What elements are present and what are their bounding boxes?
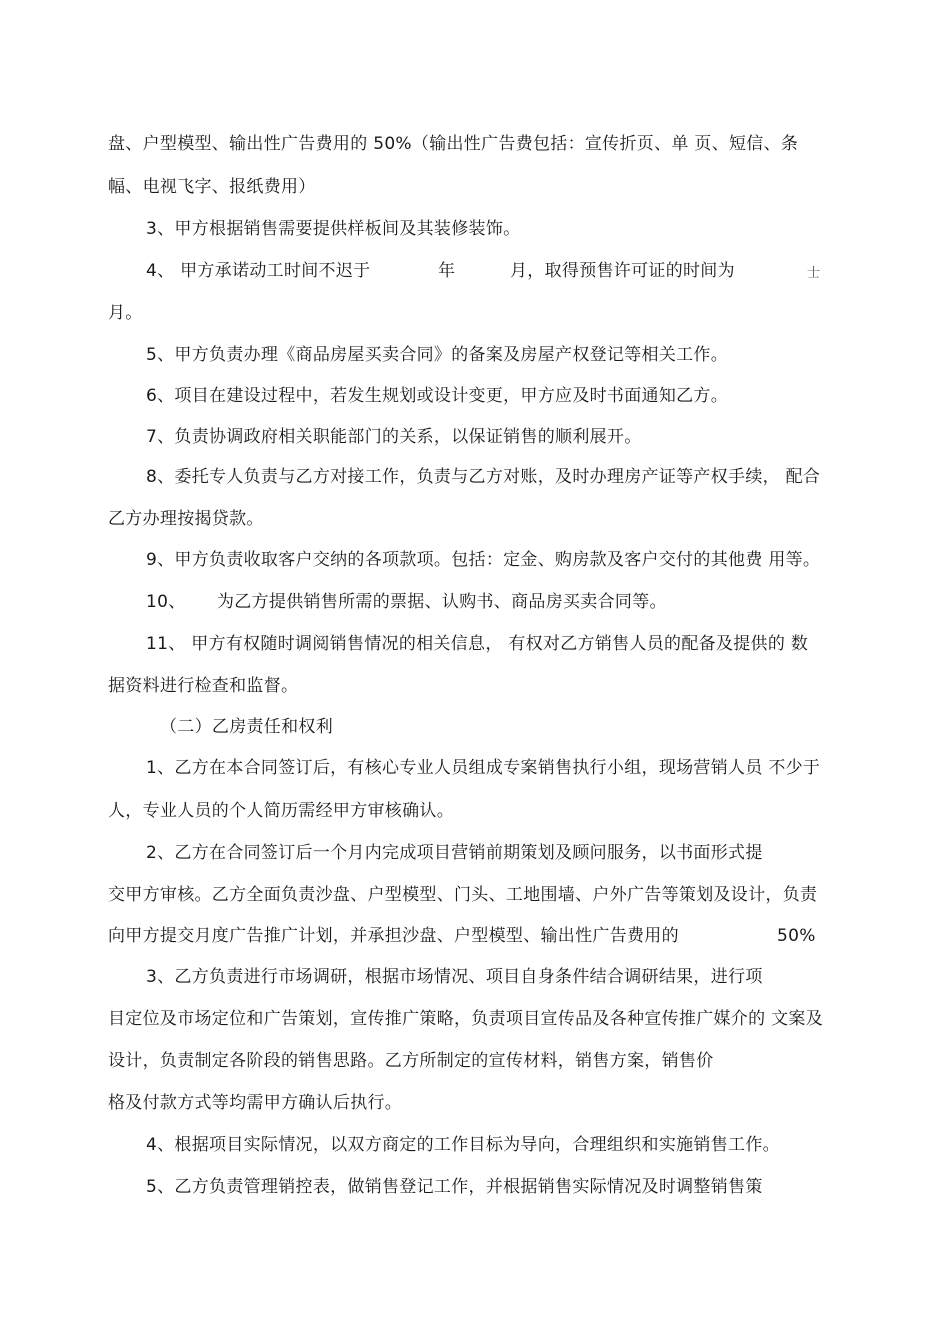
text-line-4-mark: 士: [807, 266, 821, 281]
text-line-8: 7、负责协调政府相关职能部门的关系，以保证销售的顺利展开。: [146, 427, 642, 447]
text-line-12: 为乙方提供销售所需的票据、认购书、商品房买卖合同等。: [217, 592, 667, 612]
text-line-7: 6、项目在建设过程中，若发生规划或设计变更，甲方应及时书面通知乙方。: [146, 386, 729, 406]
text-line-20: 3、乙方负责进行市场调研，根据市场情况、项目自身条件结合调研结果，进行项: [146, 967, 763, 987]
text-line-22: 设计，负责制定各阶段的销售思路。乙方所制定的宣传材料，销售方案，销售价: [108, 1051, 714, 1071]
text-line-4-month: 月，取得预售许可证的时间为: [510, 261, 735, 281]
text-line-25: 5、乙方负责管理销控表，做销售登记工作，并根据销售实际情况及时调整销售策: [146, 1177, 763, 1197]
text-line-10: 乙方办理按揭贷款。: [108, 509, 264, 529]
text-line-16: 人，专业人员的个人简历需经甲方审核确认。: [108, 801, 454, 821]
text-line-19-percent: 50%: [777, 926, 816, 946]
text-line-17: 2、乙方在合同签订后一个月内完成项目营销前期策划及顾问服务，以书面形式提: [146, 843, 763, 863]
text-line-4-year: 年: [438, 261, 456, 281]
text-line-14: 据资料进行检查和监督。: [108, 676, 299, 696]
text-line-5: 月。: [108, 303, 143, 323]
text-line-11: 9、甲方负责收取客户交纳的各项款项。包括：定金、购房款及客户交付的其他费 用等。: [146, 550, 821, 570]
text-line-24: 4、根据项目实际情况，以双方商定的工作目标为导向，合理组织和实施销售工作。: [146, 1135, 780, 1155]
text-line-13: 11、 甲方有权随时调阅销售情况的相关信息， 有权对乙方销售人员的配备及提供的 数: [146, 634, 809, 654]
text-line-4: 4、 甲方承诺动工时间不迟于: [146, 261, 371, 281]
text-line-12-number: 10、: [146, 592, 186, 612]
text-line-19: 向甲方提交月度广告推广计划，并承担沙盘、户型模型、输出性广告费用的: [108, 926, 679, 946]
text-line-21: 目定位及市场定位和广告策划，宣传推广策略，负责项目宣传品及各种宣传推广媒介的 文案及: [108, 1009, 824, 1029]
section-heading: （二）乙房责任和权利: [160, 717, 333, 737]
text-line-18: 交甲方审核。乙方全面负责沙盘、户型模型、门头、工地围墙、户外广告等策划及设计，负责: [108, 885, 818, 905]
text-line-2: 幅、电视飞字、报纸费用）: [108, 177, 316, 197]
text-line-3: 3、甲方根据销售需要提供样板间及其装修装饰。: [146, 219, 521, 239]
text-line-23: 格及付款方式等均需甲方确认后执行。: [108, 1093, 403, 1113]
text-line-6: 5、甲方负责办理《商品房屋买卖合同》的备案及房屋产权登记等相关工作。: [146, 345, 729, 365]
text-line-1: 盘、户型模型、输出性广告费用的 50%（输出性广告费包括：宣传折页、单 页、短信、条: [108, 134, 799, 154]
text-line-9: 8、委托专人负责与乙方对接工作，负责与乙方对账，及时办理房产证等产权手续， 配合: [146, 467, 821, 487]
text-line-15: 1、乙方在本合同签订后，有核心专业人员组成专案销售执行小组，现场营销人员 不少于: [146, 758, 821, 778]
